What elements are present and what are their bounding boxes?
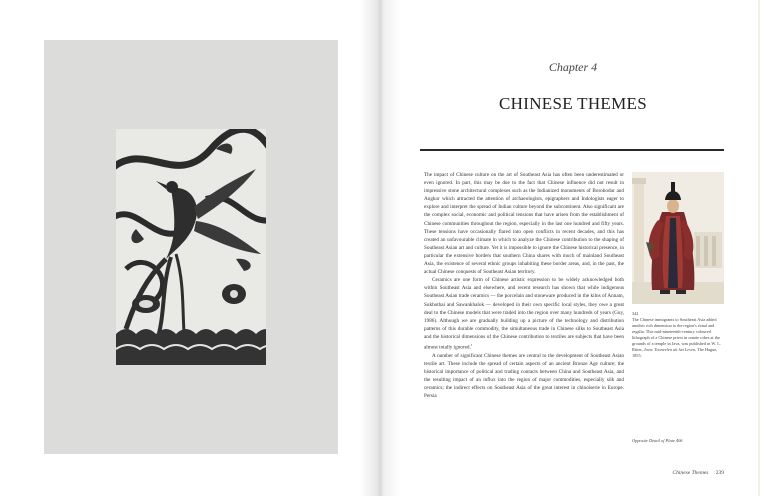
- chapter-title: CHINESE THEMES: [499, 94, 647, 113]
- right-page: [380, 0, 760, 496]
- chapter-label: Chapter 4: [548, 60, 598, 74]
- opposite-note: Opposite Detail of Plate 406: [632, 438, 683, 443]
- body-paragraph-text: Ceramics are one form of Chinese artistic expression to be widely acknowledged both within Southeast Asia and elsewhere, and recent research has shown that while indigenous Southeast Asian trade ceramics — the porcelain and stoneware produced in the kilns of Annam, Sukhothai and Sawankhalok — developed in their own specific local styles, they owe a great deal to the Chinese models that were traded into the region over many hundreds of years (Guy, 1986). Although we are gradually building up a picture of the technology and distribution patterns of this durable commodity, the simultaneous trade in Chinese silks to Southeast Asia and the historical dimensions of the Chinese contribution to textiles are subjects that have been almost totally ignored.: [424, 277, 624, 351]
- title-rule: [420, 149, 724, 151]
- running-foot-title: Chinese Themes: [672, 470, 709, 476]
- caption-text: The Chinese immigrants to Southeast Asia added another rich dimension to the region's ritual and regalia. This mid-nineteenth-century coloured lithograph of a Chinese priest in ornate robes at the grounds of a temple in Java, was published in W. L. Ritter,: [632, 317, 721, 352]
- body-paragraph: A number of significant Chinese themes are central to the development of Southeast Asian textile art. These include the spread of certain aspects of an ancient Bronze Age culture; the historical importance of political and trading contacts between China and Southeast Asia, and the resulting impact of an influx into the region of major commodities, especially silk and ceramics; the indirect effects on Southeast Asia of the great interest in chinoiserie in Europe. Persia: [424, 352, 624, 400]
- figure-caption: [632, 311, 726, 359]
- figure-illustration: [632, 172, 724, 304]
- running-foot: [612, 470, 724, 476]
- caption-tail: , The Hague, 1855.: [632, 347, 718, 358]
- plate-image: [116, 129, 266, 365]
- footnote-marker: 1: [470, 342, 473, 347]
- body-paragraph: [424, 276, 624, 352]
- page-number: 239: [715, 470, 724, 476]
- caption-italic-title: Java: Tooneelen uit het Leven: [643, 347, 696, 352]
- plate-panel: [44, 40, 338, 454]
- body-text: [424, 171, 624, 400]
- caption-number: 342: [632, 311, 639, 316]
- body-paragraph: The impact of Chinese culture on the art of Southeast Asia has often been underestimated or even ignored. In part, this may be due to the fact that Chinese influence did not result in impressive stone architectural complexes such as the Indianized monuments of Borobodur and Angkor which attracted the attention of archaeologists, epigraphers and Indologists eager to explore and interpret the spread of Indian culture beyond the subcontinent. Also significant are the complex social, economic and political tensions that have arisen from the establishment of Chinese communities throughout the region, especially in the last one hundred and fifty years. These tensions have occasionally flared into open conflicts in recent decades, and this has created an unfavourable climate in which to analyze the Chinese contribution to the shaping of Southeast Asian art and culture. Yet it is impossible to ignore the Chinese historical presence, in particular the extensive borders that southern China shares with much of mainland Southeast Asia, the existence of several ethnic groups inhabiting these border areas, and, in the past, the actual Chinese conquests of Southeast Asian territory.: [424, 172, 624, 276]
